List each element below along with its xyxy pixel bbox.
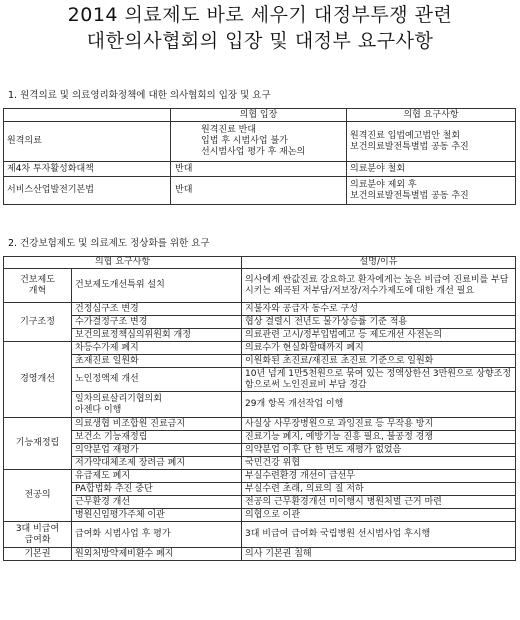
- category-cell: [4, 342, 72, 418]
- reason-cell: 부실수련환경 개선이 급선무: [242, 470, 516, 483]
- table-row: [4, 418, 516, 431]
- row-position-cell: [171, 162, 347, 177]
- reason-cell: 국민건강 위협: [242, 457, 516, 470]
- demand-line: 원격진료 입법예고법안 철회: [350, 130, 461, 141]
- position-line: 선시범사업 평가 후 재논의: [201, 147, 306, 157]
- demand-cell: 노인정액제 개선: [72, 368, 242, 392]
- reason-cell: 사실상 사무장병원으로 과잉진료 등 무작용 방지: [242, 418, 516, 431]
- category-cell: [4, 269, 72, 303]
- demand-cell: 병원신임평가주체 이관: [72, 509, 242, 522]
- demand-cell: 저가약대체조제 장려금 폐지: [72, 457, 242, 470]
- table-row: [4, 457, 516, 470]
- demand-cell: 보건의료정책심의위원회 개정: [72, 329, 242, 342]
- demand-line: 일차의료살리기협의회: [75, 393, 162, 404]
- demand-cell: 건정심구조 변경: [72, 303, 242, 316]
- category-cell: [4, 470, 72, 522]
- category-line: 3대 비급여: [15, 523, 60, 534]
- section2-header-demand: 의협 요구사항: [4, 257, 242, 269]
- row-item-cell: 서비스산업발전기본법: [4, 177, 171, 205]
- category-line: 경영개선: [20, 374, 55, 384]
- position-line: 입법 후 시범사업 불가: [201, 136, 288, 146]
- table-row: [4, 122, 516, 162]
- table-row: [4, 269, 516, 303]
- section2-table: [3, 256, 516, 561]
- category-line: 개혁: [28, 285, 47, 296]
- reason-cell: 이원화된 초진료/재진료 초진료 기준으로 일원화: [242, 355, 516, 368]
- table-row: [4, 316, 516, 329]
- reason-cell: 의사 기본권 침해: [242, 548, 516, 561]
- row-demands-cell: [347, 177, 516, 205]
- position-line: 반대: [175, 163, 193, 174]
- demand-cell: 근무환경 개선: [72, 496, 242, 509]
- demand-line: 의료분야 제외 후: [350, 179, 417, 190]
- demand-line: 보건의료발전특별법 공동 추진: [350, 141, 469, 152]
- category-cell: [4, 418, 72, 470]
- position-line: 반대: [175, 185, 193, 195]
- row-item-cell: 원격의료: [4, 122, 171, 162]
- category-line: 건보제도: [20, 274, 55, 285]
- reason-cell: 의약분업 이후 단 한 번도 재평가 없었음: [242, 444, 516, 457]
- reason-cell: 3대 비급여 급여화 국립병원 선시범사업 후시행: [242, 522, 516, 548]
- demand-cell: 보건소 기능재정립: [72, 431, 242, 444]
- table-row: [4, 177, 516, 205]
- category-line: 급여화: [24, 534, 51, 545]
- row-item-cell: 제4차 투자활성화대책: [4, 162, 171, 177]
- section2-header-row: [4, 257, 516, 269]
- table-row: [4, 162, 516, 177]
- reason-cell: 의료수가 현실화할때까지 폐지: [242, 342, 516, 355]
- table-row: [4, 470, 516, 483]
- reason-cell: 10년 넘게 1만5천원으로 묶여 있는 정액상한선 3만원으로 상향조정함으로써 노인진료비 부담 경감: [242, 368, 516, 392]
- category-line: 기능재정립: [15, 438, 60, 448]
- table-row: [4, 509, 516, 522]
- demand-cell: 초재진료 일원화: [72, 355, 242, 368]
- reason-cell: 지불자와 공급자 동수로 구성: [242, 303, 516, 316]
- section1-table: [3, 108, 516, 205]
- demand-cell: 급여화 시범사업 후 평가: [72, 522, 242, 548]
- category-cell: [4, 548, 72, 561]
- table-row: [4, 368, 516, 392]
- table-row: [4, 342, 516, 355]
- category-line: 기본권: [24, 548, 51, 559]
- table-row: [4, 303, 516, 316]
- section2-header-reason: 설명/이유: [242, 257, 516, 269]
- reason-cell: 진료기능 폐지, 예방기능 진흥 필요, 불공정 경쟁: [242, 431, 516, 444]
- demand-cell: 유급제도 폐지: [72, 470, 242, 483]
- demand-line: 의료분야 철회: [350, 163, 406, 174]
- reason-cell: 부실수련 초래, 의료의 질 저하: [242, 483, 516, 496]
- row-demands-cell: [347, 162, 516, 177]
- table-row: [4, 431, 516, 444]
- section1-heading: 1. 원격의료 및 의료영리화정책에 대한 의사협회의 입장 및 요구: [8, 90, 271, 101]
- table-row: [4, 522, 516, 548]
- title-line-1: 2014 의료제도 바로 세우기 대정부투쟁 관련: [67, 4, 453, 26]
- category-cell: [4, 522, 72, 548]
- demand-cell: 건보제도개선특위 설치: [72, 269, 242, 303]
- reason-cell: 협상 결렬시 전년도 물가상승률 기준 적용: [242, 316, 516, 329]
- demand-cell: 수가결정구조 변경: [72, 316, 242, 329]
- table-row: [4, 548, 516, 561]
- section1-header-item: [4, 109, 171, 122]
- demand-cell: 차등수가제 폐지: [72, 342, 242, 355]
- section2-heading: 2. 건강보험제도 및 의료제도 정상화를 위한 요구: [8, 238, 210, 249]
- reason-cell: 의협으로 이관: [242, 509, 516, 522]
- reason-cell: 의료관련 고시/정부입법예고 등 제도개선 사전논의: [242, 329, 516, 342]
- demand-cell: [72, 392, 242, 418]
- row-position-cell: [171, 122, 347, 162]
- table-row: [4, 483, 516, 496]
- table-row: [4, 355, 516, 368]
- table-row: [4, 392, 516, 418]
- row-demands-cell: [347, 122, 516, 162]
- title-line-2: 대한의사협회의 입장 및 대정부 요구사항: [86, 30, 434, 52]
- demand-line: 아젠다 이행: [75, 404, 122, 415]
- demand-cell: PA합법화 추진 중단: [72, 483, 242, 496]
- demand-line: 보건의료발전특별법 공동 추진: [350, 190, 469, 201]
- demand-cell: 원외처방약제비환수 폐지: [72, 548, 242, 561]
- table-row: [4, 444, 516, 457]
- category-cell: [4, 303, 72, 342]
- demand-cell: 의료생협 비조합원 진료금지: [72, 418, 242, 431]
- section2-table-body: [4, 269, 516, 561]
- section1-header-row: [4, 109, 516, 122]
- document-title: [0, 0, 520, 54]
- reason-cell: 의사에게 싼값진료 강요하고 환자에게는 높은 비급여 진료비를 부담시키는 왜곡된 저부담/저보장/저수가제도에 대한 개선 필요: [242, 269, 516, 303]
- category-line: 기구조정: [20, 316, 55, 327]
- position-line: 원격진료 반대: [201, 125, 257, 135]
- row-position-cell: [171, 177, 347, 205]
- table-row: [4, 329, 516, 342]
- category-line: 전공의: [24, 490, 51, 500]
- section1-table-body: [4, 122, 516, 205]
- reason-cell: 29개 항목 개선작업 이행: [242, 392, 516, 418]
- table-row: [4, 496, 516, 509]
- demand-cell: 의약분업 재평가: [72, 444, 242, 457]
- section1-header-demands: 의협 요구사항: [347, 109, 516, 122]
- reason-cell: 전공의 근무환경개선 미이행시 병원처벌 근거 마련: [242, 496, 516, 509]
- section1-header-position: 의협 입장: [171, 109, 347, 122]
